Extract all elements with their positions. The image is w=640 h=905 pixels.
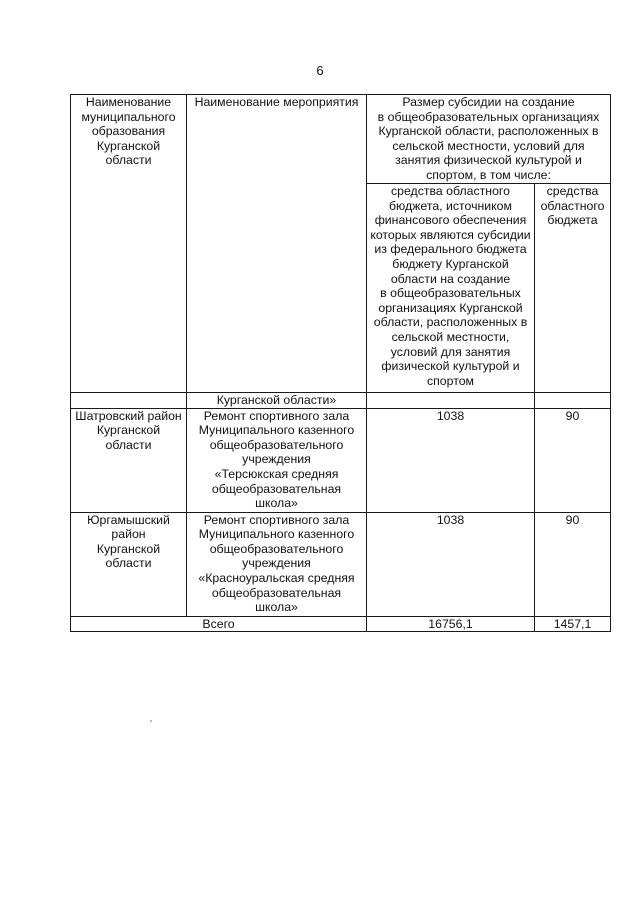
- continuation-federal: [367, 393, 535, 409]
- text-line: Наименование мероприятия: [194, 95, 359, 109]
- text-line: из федерального бюджета: [374, 242, 527, 257]
- total-regional-value: 1457,1: [535, 616, 611, 632]
- text-line: Наименование: [85, 95, 172, 109]
- header-regional-budget: [535, 184, 611, 393]
- text-line: спортом, в том числе:: [426, 167, 551, 182]
- text-line: бюджета: [547, 213, 598, 228]
- text-line: области на создание: [390, 271, 511, 286]
- row-municipality: [71, 512, 187, 616]
- text-line: учреждения: [242, 452, 311, 467]
- header-subsidy: [367, 95, 611, 184]
- text-line: областного: [540, 198, 605, 213]
- row-municipality: [71, 408, 187, 512]
- text-line: в общеобразовательных организациях: [377, 109, 600, 124]
- text-line: Муниципального казенного: [198, 423, 355, 438]
- text-line: бюджету Курганской: [392, 256, 509, 271]
- text-line: район: [111, 527, 146, 542]
- text-line: школа»: [255, 600, 298, 615]
- table-row: [71, 408, 611, 512]
- text-line: организациях Курганской: [378, 300, 523, 315]
- row-regional-value: 90: [535, 512, 611, 616]
- continuation-event: [187, 393, 367, 409]
- text-line: Курганской: [96, 138, 161, 153]
- text-line: занятия физической культурой и: [395, 153, 582, 168]
- continuation-regional: [535, 393, 611, 409]
- text-line: сельской местности, условий для: [392, 138, 585, 153]
- text-line: средства областного: [391, 184, 510, 198]
- text-line: образования: [91, 124, 166, 139]
- text-line: финансового обеспечения: [374, 213, 527, 228]
- text-line: сельской местности,: [391, 329, 510, 344]
- subsidy-table: [70, 94, 611, 632]
- text-line: физической культурой и: [381, 359, 520, 374]
- row-event: [187, 512, 367, 616]
- text-line: Курганской области»: [216, 393, 337, 407]
- text-line: Муниципального казенного: [198, 527, 355, 542]
- text-line: которых являются субсидии: [370, 227, 531, 242]
- text-line: области: [105, 153, 152, 168]
- text-line: учреждения: [242, 556, 311, 571]
- row-federal-value: 1038: [367, 408, 535, 512]
- row-event: [187, 408, 367, 512]
- text-line: общеобразовательного: [209, 437, 344, 452]
- text-line: средства: [546, 184, 599, 198]
- table-row: [71, 512, 611, 616]
- text-line: «Красноуральская средняя: [198, 570, 355, 585]
- continuation-municipality: [71, 393, 187, 409]
- page-number: 6: [316, 63, 324, 78]
- header-row: [71, 95, 611, 184]
- text-line: школа»: [255, 496, 298, 511]
- text-line: Курганской: [96, 423, 161, 438]
- text-line: бюджета, источником: [389, 198, 512, 213]
- text-line: Ремонт спортивного зала: [203, 408, 350, 423]
- text-line: Курганской: [96, 541, 161, 556]
- text-line: «Терсюкская средняя: [214, 466, 339, 481]
- row-federal-value: 1038: [367, 512, 535, 616]
- text-line: общеобразовательного: [209, 541, 344, 556]
- header-municipality: [71, 95, 187, 393]
- text-line: Ремонт спортивного зала: [203, 512, 350, 527]
- text-line: спортом: [426, 373, 474, 388]
- text-line: области: [105, 556, 152, 571]
- row-regional-value: 90: [535, 408, 611, 512]
- text-line: муниципального: [81, 109, 176, 124]
- text-line: Курганской области, расположенных в: [378, 124, 599, 139]
- text-line: области: [105, 437, 152, 452]
- continuation-row: [71, 393, 611, 409]
- text-line: общеобразовательная: [211, 585, 342, 600]
- text-line: условий для занятия: [390, 344, 511, 359]
- total-label: Всего: [71, 616, 367, 632]
- total-federal-value: 16756,1: [367, 616, 535, 632]
- text-line: области, расположенных в: [373, 315, 528, 330]
- text-line: Размер субсидии на создание: [402, 95, 575, 109]
- scan-speck: [150, 720, 152, 722]
- text-line: Шатровский район: [75, 408, 182, 423]
- header-event: [187, 95, 367, 393]
- text-line: Юргамышский: [87, 512, 170, 527]
- total-row: [71, 616, 611, 632]
- header-federal-source: [367, 184, 535, 393]
- text-line: общеобразовательная: [211, 481, 342, 496]
- text-line: в общеобразовательных: [380, 286, 521, 301]
